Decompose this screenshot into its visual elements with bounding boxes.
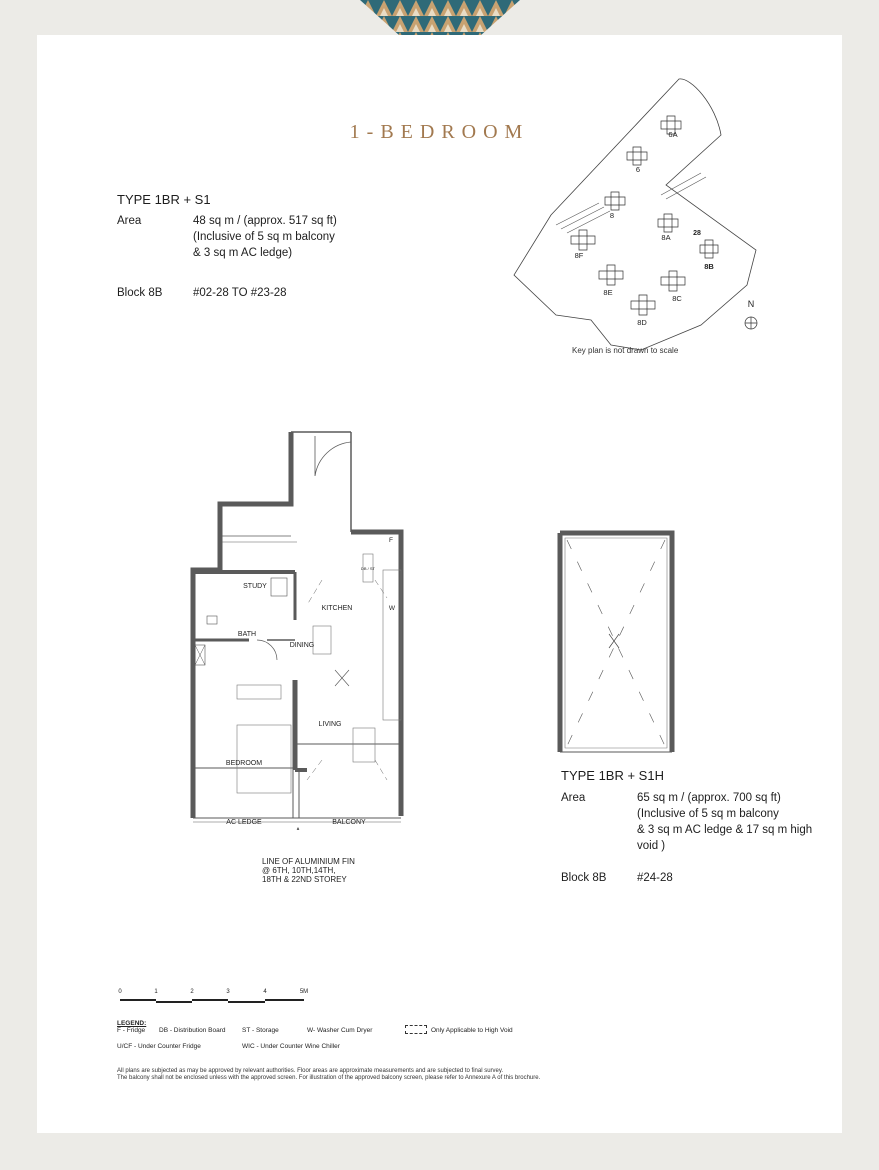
room-label-dining: DINING [289,642,315,649]
unit-a-area-line: (Inclusive of 5 sq m balcony [193,231,335,243]
room-label-balcony: BALCONY [332,819,366,826]
keyplan-block-6a: 6A [668,130,678,139]
fin-note-line: LINE OF ALUMINIUM FIN [262,857,355,866]
disclaimer-line: The balcony shall not be enclosed unless with the approved screen. For illustration of the approved balcony screen, please refer to Annexure A of this brochure. [117,1075,541,1081]
unit-b-area-line: (Inclusive of 5 sq m balcony [637,808,779,820]
unit-b-area-label: Area [561,792,586,804]
legend-item: U/CF - Under Counter Fridge [117,1043,201,1050]
legend-item: DB - Distribution Board [159,1027,226,1034]
legend-item: WIC - Under Counter Wine Chiller [242,1043,340,1050]
legend-item: Only Applicable to High Void [431,1027,513,1034]
scale-bar [117,985,317,1007]
legend-item: ST - Storage [242,1027,279,1034]
key-plan [511,75,773,365]
keyplan-block-8f: 8F [574,251,584,260]
room-label-study: STUDY [243,583,267,590]
fixture-label-db-st: DB / ST [360,566,376,571]
room-label-kitchen: KITCHEN [321,605,353,612]
unit-b-area-line: & 3 sq m AC ledge & 17 sq m high [637,824,813,836]
room-label-bedroom: BEDROOM [225,760,263,767]
fixture-label-washer: W [388,605,396,612]
unit-a-block-label: Block 8B [117,287,163,299]
unit-b-area-line: void ) [637,840,666,852]
legend-item: F - Fridge [117,1027,146,1034]
floor-plan-1br-s1 [187,430,407,830]
legend-item: W- Washer Cum Dryer [307,1027,373,1034]
unit-a-units: #02-28 TO #23-28 [193,287,287,299]
keyplan-block-8c: 8C [672,294,682,303]
unit-b-units: #24-28 [637,872,673,884]
legend-title: LEGEND: [117,1020,147,1027]
scale-tick-label: 2 [190,989,194,995]
brochure-sheet [37,35,842,1133]
fin-note-line: @ 6TH, 10TH,14TH, [262,866,336,875]
page-heading: 1-BEDROOM [349,121,530,143]
scale-tick-label: 4 [263,989,267,995]
keyplan-block-8e: 8E [603,288,613,297]
disclaimer-line: All plans are subjected as may be approved by relevant authorities. Floor areas are approximate measurements and are subjected to final survey. [117,1068,504,1074]
scale-tick-label: 3 [226,989,230,995]
keyplan-block-8b: 8B [704,262,714,271]
north-arrow-icon [745,317,757,329]
legend [117,1020,513,1053]
keyplan-block-8: 8 [609,211,615,220]
scale-tick-label: 1 [154,989,158,995]
keyplan-block-8d: 8D [637,318,647,327]
unit-b-info [561,790,812,886]
unit-a-type-title: TYPE 1BR + S1 [117,192,211,207]
unit-a-area-label: Area [117,215,142,227]
room-label-bath: BATH [237,631,257,638]
scale-tick-label: 0 [118,989,122,995]
floor-plan-1br-s1h-void [557,530,675,755]
aluminium-fin-note [262,857,355,884]
disclaimer [117,1068,757,1082]
north-label: N [747,299,755,309]
unit-b-block-label: Block 8B [561,872,607,884]
key-plan-note: Key plan is not drawn to scale [572,346,679,355]
unit-a-area-line: 48 sq m / (approx. 517 sq ft) [193,215,337,227]
fin-note-line: 18TH & 22ND STOREY [262,875,347,884]
room-label-ac-ledge: AC LEDGE [226,819,262,826]
unit-a-info [117,213,337,301]
fixture-label-fridge: F [389,537,393,544]
room-label-living: LIVING [318,721,342,728]
keyplan-block-8a: 8A [661,233,671,242]
unit-b-type-title: TYPE 1BR + S1H [561,768,664,783]
keyplan-block-6: 6 [635,165,641,174]
scale-tick-label: 5M [299,989,309,995]
unit-b-area-line: 65 sq m / (approx. 700 sq ft) [637,792,781,804]
keyplan-unit-number: 28 [693,230,701,237]
high-void-symbol-icon [405,1025,427,1034]
unit-a-area-line: & 3 sq m AC ledge) [193,247,293,259]
